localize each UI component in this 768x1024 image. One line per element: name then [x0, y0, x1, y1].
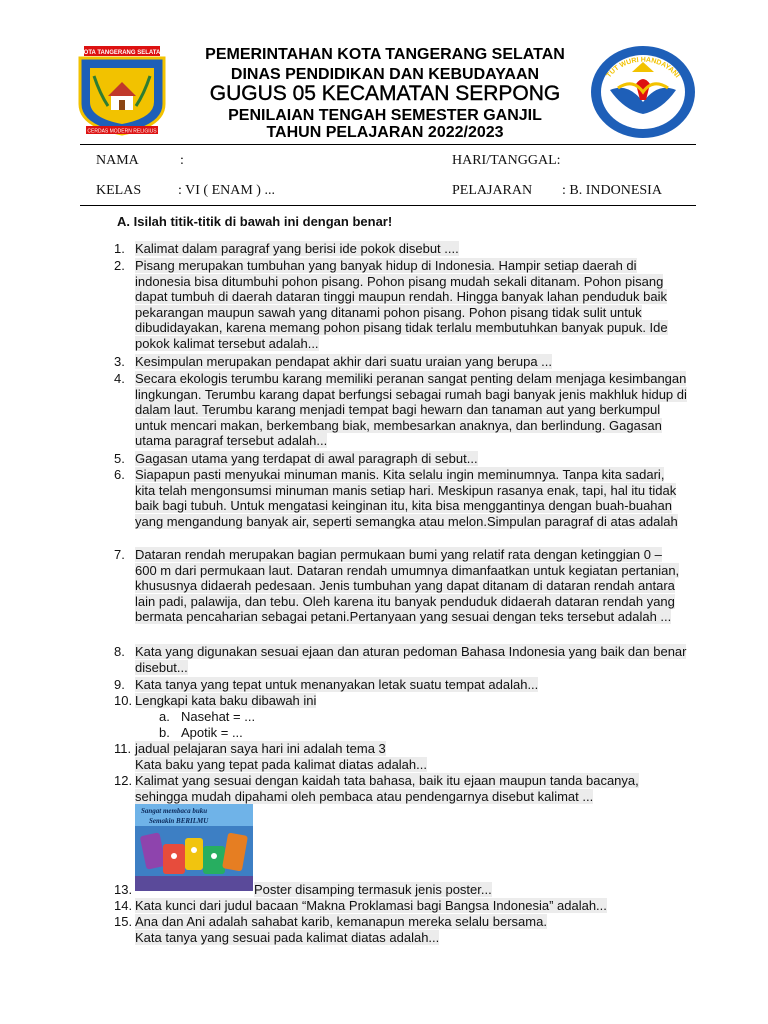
header-line-gugus: GUGUS 05 KECAMATAN SERPONG — [209, 82, 561, 105]
question-number: 11. — [114, 741, 132, 756]
question-number: 6. — [114, 467, 125, 482]
poster-caption-2: Semakin BERILMU — [149, 817, 209, 825]
question-text: Secara ekologis terumbu karang memiliki peranan sangat penting delam menjaga kesimbangan lingkungan. Terumbu karang dapat berfungsi sebagai rumah bagi banyak jenis makhluk hidup di dalam laut. Terumbu karang menjadi tempat bagi hewarn dan tanaman aut yang berkumpul untuk mencari makan, berkembang biak, membesarkan anaknya, dan berlindung. Gagasan utama paragraf tersebut adalah... — [135, 371, 687, 449]
nama-label: NAMA — [96, 153, 139, 168]
kelas-label: KELAS — [96, 183, 142, 198]
question-text: Kesimpulan merupakan pendapat akhir dari suatu uraian yang berupa ... — [135, 354, 552, 369]
q11-follow-up-text: Kata baku yang tepat pada kalimat diatas adalah... — [135, 757, 427, 772]
pelajaran-label: PELAJARAN — [452, 183, 533, 198]
question-number: 8. — [114, 644, 125, 659]
q15-follow-up-text: Kata tanya yang sesuai pada kalimat diatas adalah... — [135, 930, 440, 945]
header-line-government: PEMERINTAHAN KOTA TANGERANG SELATAN — [205, 46, 565, 63]
question-number: 14. — [114, 898, 133, 913]
question-number: 10. — [114, 693, 133, 708]
kota-tangerang-selatan-logo — [70, 46, 174, 136]
reading-poster-image — [135, 804, 253, 891]
svg-text:CERDAS MODERN RELIGIUS: CERDAS MODERN RELIGIUS — [87, 128, 157, 135]
q10-option-a-label: a. — [159, 709, 170, 724]
question-text: Pisang merupakan tumbuhan yang banyak hidup di Indonesia. Hampir setiap daerah di indonesia bisa ditumbuhi pohon pisang. Pohon pisang mudah sekali ditanam. Pohon pisang dapat tumbuh di daerah dataran tinggi maupun rendah. Hingga banyak lahan penduduk baik pekarangan maupun sawah yang ditanami pohon pisang. Pohon pisang tidak sulit untuk dibudidayakan, karena memang pohon pisang tidak terlalu membutuhkan banyak pupuk. Ide pokok kalimat tersebut adalah... — [135, 258, 668, 351]
question-text: Lengkapi kata baku dibawah ini — [135, 693, 317, 708]
svg-text:TUT WURI HANDAYANI: TUT WURI HANDAYANI — [605, 56, 681, 80]
question-text: jadual pelajaran saya hari ini adalah tema 3 — [135, 741, 386, 756]
nama-colon: : — [180, 153, 184, 168]
poster-caption-1: Sangat membaca buku — [141, 807, 208, 815]
question-number: 7. — [114, 547, 125, 562]
question-number: 3. — [114, 354, 125, 369]
question-text: Kalimat dalam paragraf yang berisi ide pokok disebut .... — [135, 241, 459, 256]
question-number: 2. — [114, 258, 125, 273]
question-text: Kalimat yang sesuai dengan kaidah tata bahasa, baik itu ejaan maupun tanda bacanya, sehingga mudah dipahami oleh pembaca atau pendengarnya disebut kalimat ... — [135, 773, 639, 804]
question-text: Dataran rendah merupakan bagian permukaan bumi yang relatif rata dengan ketinggian 0 – 600 m dari permukaan laut. Dataran rendah umumnya dimanfaatkan untuk kegiatan pertanian, khususnya didaerah pedesaan. Jenis tumbuhan yang dapat ditanam di dataran rendah antara lain padi, palawija, dan tebu. Oleh karena itu banyak penduduk didaerah dataran rendah yang bermata pencaharian sebagai petani.Pertanyaan yang sesuai dengan teks tersebut adalah ... — [135, 547, 680, 625]
question-number: 1. — [114, 241, 125, 256]
question-text: Kata yang digunakan sesuai ejaan dan aturan pedoman Bahasa Indonesia yang baik dan benar disebut... — [135, 644, 687, 675]
q10-option-a-text: Nasehat = ... — [181, 709, 256, 724]
svg-text:KOTA TANGERANG SELATAN: KOTA TANGERANG SELATAN — [79, 50, 165, 56]
header-divider — [80, 144, 696, 145]
question-text: Gagasan utama yang terdapat di awal paragraph di sebut... — [135, 451, 478, 466]
hari-tanggal-label: HARI/TANGGAL: — [452, 153, 561, 168]
info-divider — [80, 205, 696, 206]
q10-option-b-label: b. — [159, 725, 170, 740]
header-line-exam: PENILAIAN TENGAH SEMESTER GANJIL — [228, 107, 542, 124]
q11-follow-up — [135, 757, 427, 772]
q10-option-b-text: Apotik = ... — [181, 725, 243, 740]
tut-wuri-handayani-logo — [588, 44, 698, 140]
question-text: Kata tanya yang tepat untuk menanyakan letak suatu tempat adalah... — [135, 677, 539, 692]
question-number: 15. — [114, 914, 133, 929]
section-a-title: A. Isilah titik-titik di bawah ini dengan benar! — [117, 214, 393, 229]
question-number: 5. — [114, 451, 125, 466]
question-text: Siapapun pasti menyukai minuman manis. Kita selalu ingin meminumnya. Tanpa kita sadari, kita telah mengonsumsi minuman manis setiap hari. Meskipun rasanya enak, tapi, hal itu tidak baik bagi tubuh. Untuk mengatasi keinginan itu, kita bisa menggantinya dengan buah-buahan yang mengandung banyak air, seperti semangka atau melon.Simpulan paragraf di atas adalah — [135, 467, 678, 529]
question-number: 13. — [114, 882, 133, 897]
question-text: Poster disamping termasuk jenis poster... — [254, 882, 492, 897]
question-text: Ana dan Ani adalah sahabat karib, kemanapun mereka selalu bersama. — [135, 914, 547, 929]
pelajaran-value: : B. INDONESIA — [562, 183, 662, 198]
q15-follow-up — [135, 930, 439, 945]
question-text: Kata kunci dari judul bacaan “Makna Proklamasi bagi Bangsa Indonesia” adalah... — [135, 898, 607, 913]
kelas-value: : VI ( ENAM ) ... — [178, 183, 275, 198]
question-number: 4. — [114, 371, 125, 386]
header-line-year: TAHUN PELAJARAN 2022/2023 — [266, 124, 504, 141]
question-number: 12. — [114, 773, 133, 788]
header-line-dinas: DINAS PENDIDIKAN DAN KEBUDAYAAN — [230, 66, 540, 83]
question-number: 9. — [114, 677, 125, 692]
